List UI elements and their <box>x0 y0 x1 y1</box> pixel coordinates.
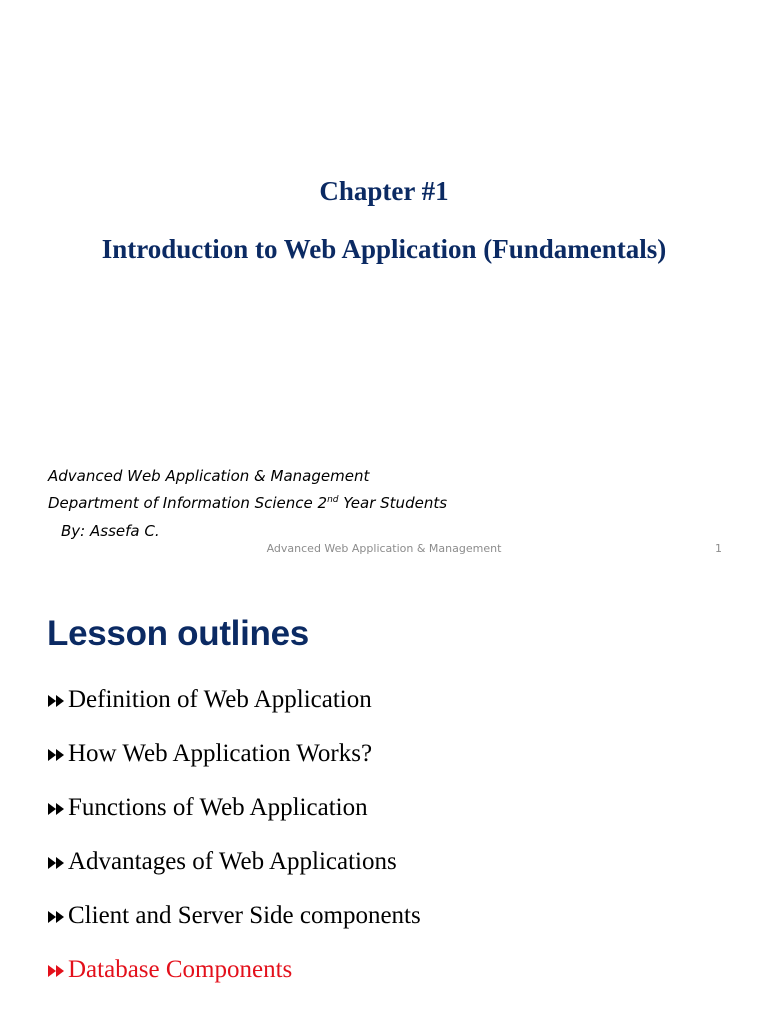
lesson-outlines-heading: Lesson outlines <box>47 614 309 653</box>
double-triangle-right-icon <box>48 910 68 924</box>
outline-item-label: How Web Application Works? <box>68 740 373 767</box>
course-name: Advanced Web Application & Management <box>48 467 370 485</box>
outline-item-label: Database Components <box>68 956 293 983</box>
double-triangle-right-icon <box>48 802 68 816</box>
outline-list <box>48 686 421 1010</box>
outline-item <box>48 902 421 956</box>
slide-footer: Advanced Web Application & Management <box>266 542 502 555</box>
double-triangle-right-icon <box>48 856 68 870</box>
outline-item <box>48 848 421 902</box>
outline-item <box>48 686 421 740</box>
author-line: By: Assefa C. <box>61 522 160 540</box>
outline-item <box>48 740 421 794</box>
page-number: 1 <box>715 542 722 555</box>
double-triangle-right-icon <box>48 748 68 762</box>
department-text: Department of Information Science 2 <box>48 494 328 512</box>
outline-item-label: Definition of Web Application <box>68 686 372 713</box>
department-year: Year Students <box>338 494 448 512</box>
department-line <box>48 494 447 512</box>
outline-item-highlighted <box>48 956 421 1010</box>
ordinal-suffix: nd <box>327 495 339 505</box>
double-triangle-right-icon <box>48 694 68 708</box>
outline-item-label: Client and Server Side components <box>68 902 421 929</box>
outline-item-label: Advantages of Web Applications <box>68 848 397 875</box>
chapter-title: Chapter #1 <box>319 176 449 206</box>
outline-item <box>48 794 421 848</box>
outline-slide <box>0 576 768 1024</box>
outline-item-label: Functions of Web Application <box>68 794 368 821</box>
chapter-subtitle: Introduction to Web Application (Fundamentals) <box>101 234 667 264</box>
double-triangle-right-icon <box>48 964 68 978</box>
